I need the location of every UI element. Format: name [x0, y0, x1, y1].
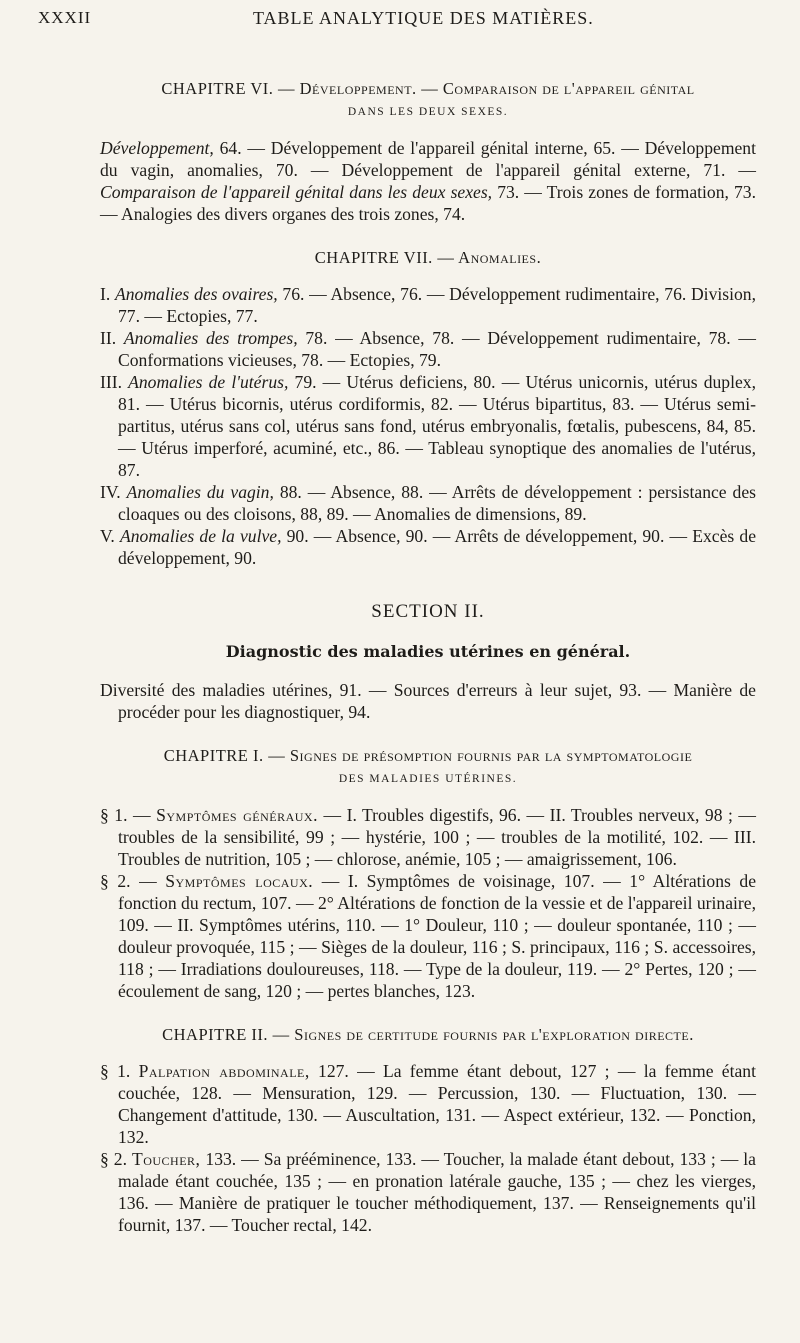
chapter-1-entries	[100, 804, 756, 1002]
entry-italic: Anomalies des trompes,	[123, 328, 298, 348]
chapter-7-heading	[100, 247, 756, 269]
entry-text: 127. — La femme étant debout, 127 ; — la femme étant couchée, 128. — Mensuration, 129. — Percussion, 130. — Fluctuation, 130. — Changement d'attitude, 130. — Auscultation, 131. — Aspect extérieur, 132. — Ponction, 132.	[118, 1061, 756, 1147]
entry-text: — I. Troubles digestifs, 96. — II. Troubles nerveux, 98 ; — troubles de la sensibilité, 99 ; — hystérie, 100 ; — troubles de la motilité, 102. — III. Troubles de nutrition, 105 ; — chlorose, anémie, 105 ; — amaigrissement, 106.	[118, 805, 756, 869]
entry-smallcaps: Symptômes locaux.	[165, 871, 314, 891]
anomalies-vagin	[100, 481, 756, 525]
anomalies-uterus	[100, 371, 756, 481]
section-2-intro	[100, 679, 756, 723]
paragraph-mark: § 1.	[100, 1061, 139, 1081]
entry-text: 79. — Utérus deficiens, 80. — Utérus unicornis, utérus duplex, 81. — Utérus bicornis, utérus cordiformis, 82. — Utérus bipartitus, 83. — Utérus semi-partitus, utérus sans col, utérus sans fond, utérus embryonalis, fœtalis, pubescens, 84, 85. — Utérus imperforé, acuminé, etc., 86. — Tableau synoptique des anomalies de l'utérus, 87.	[118, 372, 756, 480]
entry-text: 64. — Développement de l'appareil génital interne, 65. — Développement du vagin, anomalies, 70. — Développement de l'appareil génital externe, 71. —	[100, 138, 756, 180]
chapter-6-paragraph	[100, 137, 756, 225]
section-2-subtitle: Diagnostic des maladies utérines en général.	[225, 642, 631, 661]
entry-text: 78. — Absence, 78. — Développement rudimentaire, 78. — Conformations vicieuses, 78. — Ectopies, 79.	[118, 328, 756, 370]
entry-text: 133. — Sa prééminence, 133. — Toucher, la malade étant debout, 133 ; — la malade étant couchée, 135 ; — en pronation latérale gauche, 135 ; — chez les vierges, 136. — Manière de pratiquer le toucher méthodiquement, 137. — Renseignements qu'il fournit, 137. — Toucher rectal, 142.	[118, 1149, 756, 1235]
chapter-6-subtitle: DANS LES DEUX SEXES.	[347, 106, 509, 118]
anomalies-trompes	[100, 327, 756, 371]
entry-number: V.	[100, 526, 120, 546]
chapter-7-entries	[100, 283, 756, 569]
chapter-7-title: CHAPITRE VII. — Anomalies.	[314, 248, 542, 267]
paragraph-mark: § 1. —	[100, 805, 157, 825]
toucher	[100, 1148, 756, 1236]
entry-italic: Comparaison de l'appareil génital dans les deux sexes,	[100, 182, 493, 202]
chapter-1-heading	[100, 745, 756, 790]
anomalies-ovaires	[100, 283, 756, 327]
entry-number: IV.	[100, 482, 127, 502]
entry-italic: Anomalies de la vulve,	[119, 526, 282, 546]
entry-text: 90. — Absence, 90. — Arrêts de développement, 90. — Excès de développement, 90.	[118, 526, 756, 568]
entry-italic: Anomalies de l'utérus,	[128, 372, 289, 392]
running-title: TABLE ANALYTIQUE DES MATIÈRES.	[253, 8, 594, 28]
chapter-2-entries	[100, 1060, 756, 1236]
running-head	[38, 8, 760, 38]
entry-number: III.	[100, 372, 129, 392]
paragraph-mark: § 2. —	[100, 871, 166, 891]
page-number: XXXII	[38, 8, 92, 27]
chapter-6-heading	[100, 78, 756, 123]
palpation-abdominale	[100, 1060, 756, 1148]
entry-text: — I. Symptômes de voisinage, 107. — 1° Altérations de fonction du rectum, 107. — 2° Altérations de fonction de la vessie et de l'appareil urinaire, 109. — II. Symptômes utérins, 110. — 1° Douleur, 110 ; — douleur spontanée, 110 ; — douleur provoquée, 115 ; — Sièges de la douleur, 116 ; S. principaux, 116 ; S. accessoires, 118 ; — Irradiations douloureuses, 118. — Type de la douleur, 119. — 2° Pertes, 120 ; — écoulement de sang, 120 ; — pertes blanches, 123.	[118, 871, 757, 1001]
section-2-intro-text: Diversité des maladies utérines, 91. — Sources d'erreurs à leur sujet, 93. — Manière de procéder pour les diagnostiquer, 94.	[100, 680, 756, 722]
entry-italic: Anomalies des ovaires,	[114, 284, 278, 304]
chapter-2-title: CHAPITRE II. — Signes de certitude fournis par l'exploration directe.	[162, 1025, 694, 1044]
entry-smallcaps: Toucher,	[131, 1149, 201, 1169]
entry-italic: Anomalies du vagin,	[126, 482, 274, 502]
entry-text: 88. — Absence, 88. — Arrêts de développement : persistance des cloaques ou des cloisons, 88, 89. — Anomalies de dimensions, 89.	[118, 482, 757, 524]
chapter-6-title: CHAPITRE VI. — Développement. — Comparaison de l'appareil génital	[161, 79, 695, 98]
section-2-title: SECTION II.	[371, 601, 485, 622]
symptomes-generaux	[100, 804, 756, 870]
entry-text: 73. — Trois zones de formation, 73. — Analogies des divers organes des trois zones, 74.	[100, 182, 756, 224]
entry-italic: Développement,	[100, 138, 214, 158]
chapter-1-title: CHAPITRE I. — Signes de présomption fournis par la symptomatologie	[163, 746, 693, 765]
entry-number: I.	[100, 284, 115, 304]
entry-text: 76. — Absence, 76. — Développement rudimentaire, 76. Division, 77. — Ectopies, 77.	[118, 284, 756, 326]
chapter-2-heading	[100, 1024, 756, 1046]
entry-smallcaps: Palpation abdominale,	[138, 1061, 310, 1081]
entry-number: II.	[100, 328, 124, 348]
chapter-1-subtitle: DES MALADIES UTÉRINES.	[338, 773, 518, 785]
paragraph-mark: § 2.	[100, 1149, 132, 1169]
anomalies-vulve	[100, 525, 756, 569]
entry-smallcaps: Symptômes généraux.	[156, 805, 318, 825]
chapter-6-entries	[100, 137, 756, 225]
symptomes-locaux	[100, 870, 756, 1002]
table-of-contents-body	[100, 78, 756, 1258]
